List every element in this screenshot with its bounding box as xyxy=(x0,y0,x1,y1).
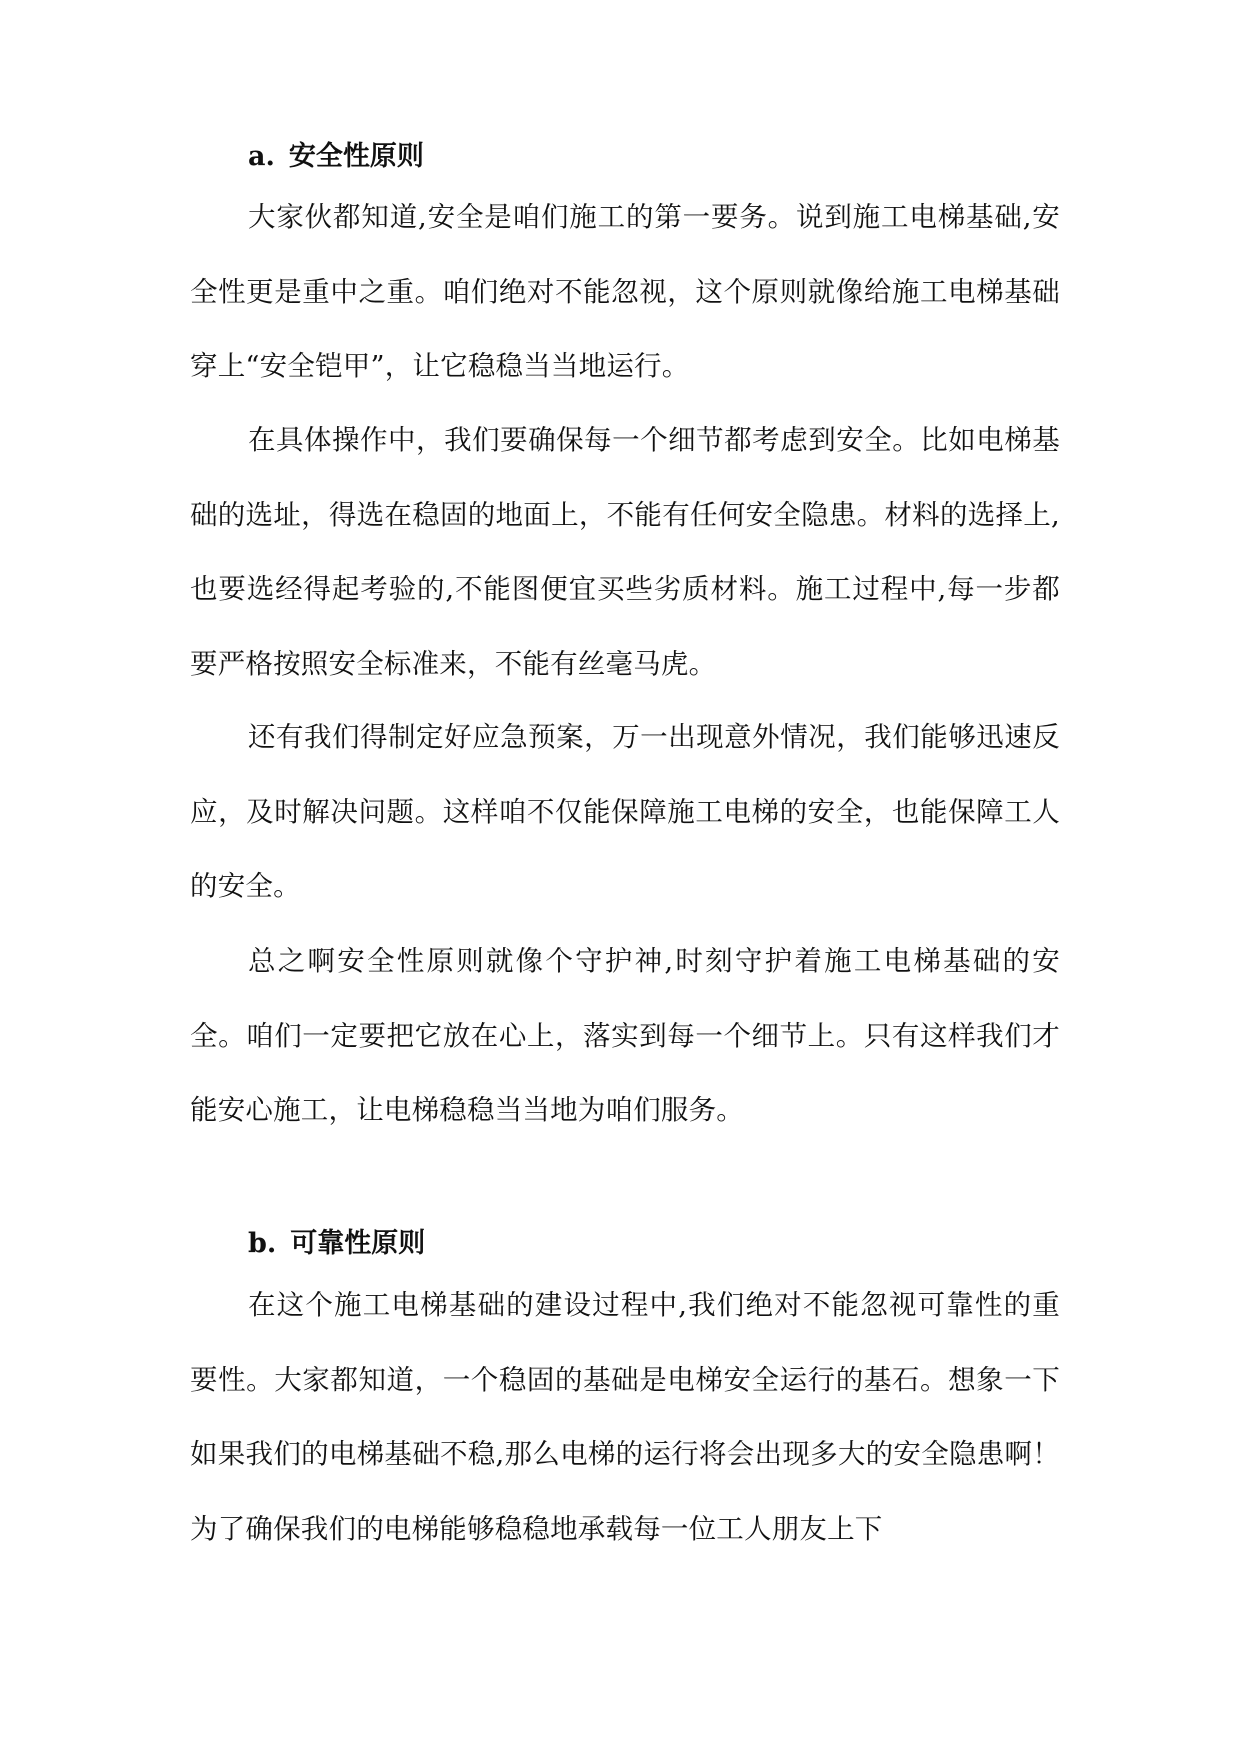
section-marker: a. xyxy=(248,141,275,172)
section-heading-a xyxy=(248,137,424,177)
section-title: 安全性原则 xyxy=(288,141,424,172)
section-heading-b xyxy=(248,1224,425,1264)
paragraph: 在这个施工电梯基础的建设过程中,我们绝对不能忽视可靠性的重要性。大家都知道，一个稳固的基础是电梯安全运行的基石。想象一下如果我们的电梯基础不稳,那么电梯的运行将会出现多大的安全隐患啊！为了确保我们的电梯能够稳稳地承载每一位工人朋友上下 xyxy=(190,1289,1060,1545)
paragraph: 大家伙都知道,安全是咱们施工的第一要务。说到施工电梯基础,安全性更是重中之重。咱们绝对不能忽视，这个原则就像给施工电梯基础穿上“安全铠甲”，让它稳稳当当地运行。 xyxy=(190,201,1060,382)
paragraph: 总之啊安全性原则就像个守护神,时刻守护着施工电梯基础的安全。咱们一定要把它放在心上，落实到每一个细节上。只有这样我们才能安心施工，让电梯稳稳当当地为咱们服务。 xyxy=(190,945,1060,1126)
section-title: 可靠性原则 xyxy=(290,1228,426,1259)
paragraph: 在具体操作中，我们要确保每一个细节都考虑到安全。比如电梯基础的选址，得选在稳固的地面上，不能有任何安全隐患。材料的选择上,也要选经得起考验的,不能图便宜买些劣质材料。施工过程中,每一步都要严格按照安全标准来，不能有丝毫马虎。 xyxy=(190,424,1060,680)
paragraph: 还有我们得制定好应急预案，万一出现意外情况，我们能够迅速反应，及时解决问题。这样咱不仅能保障施工电梯的安全，也能保障工人的安全。 xyxy=(190,721,1060,902)
section-marker: b. xyxy=(248,1228,277,1259)
